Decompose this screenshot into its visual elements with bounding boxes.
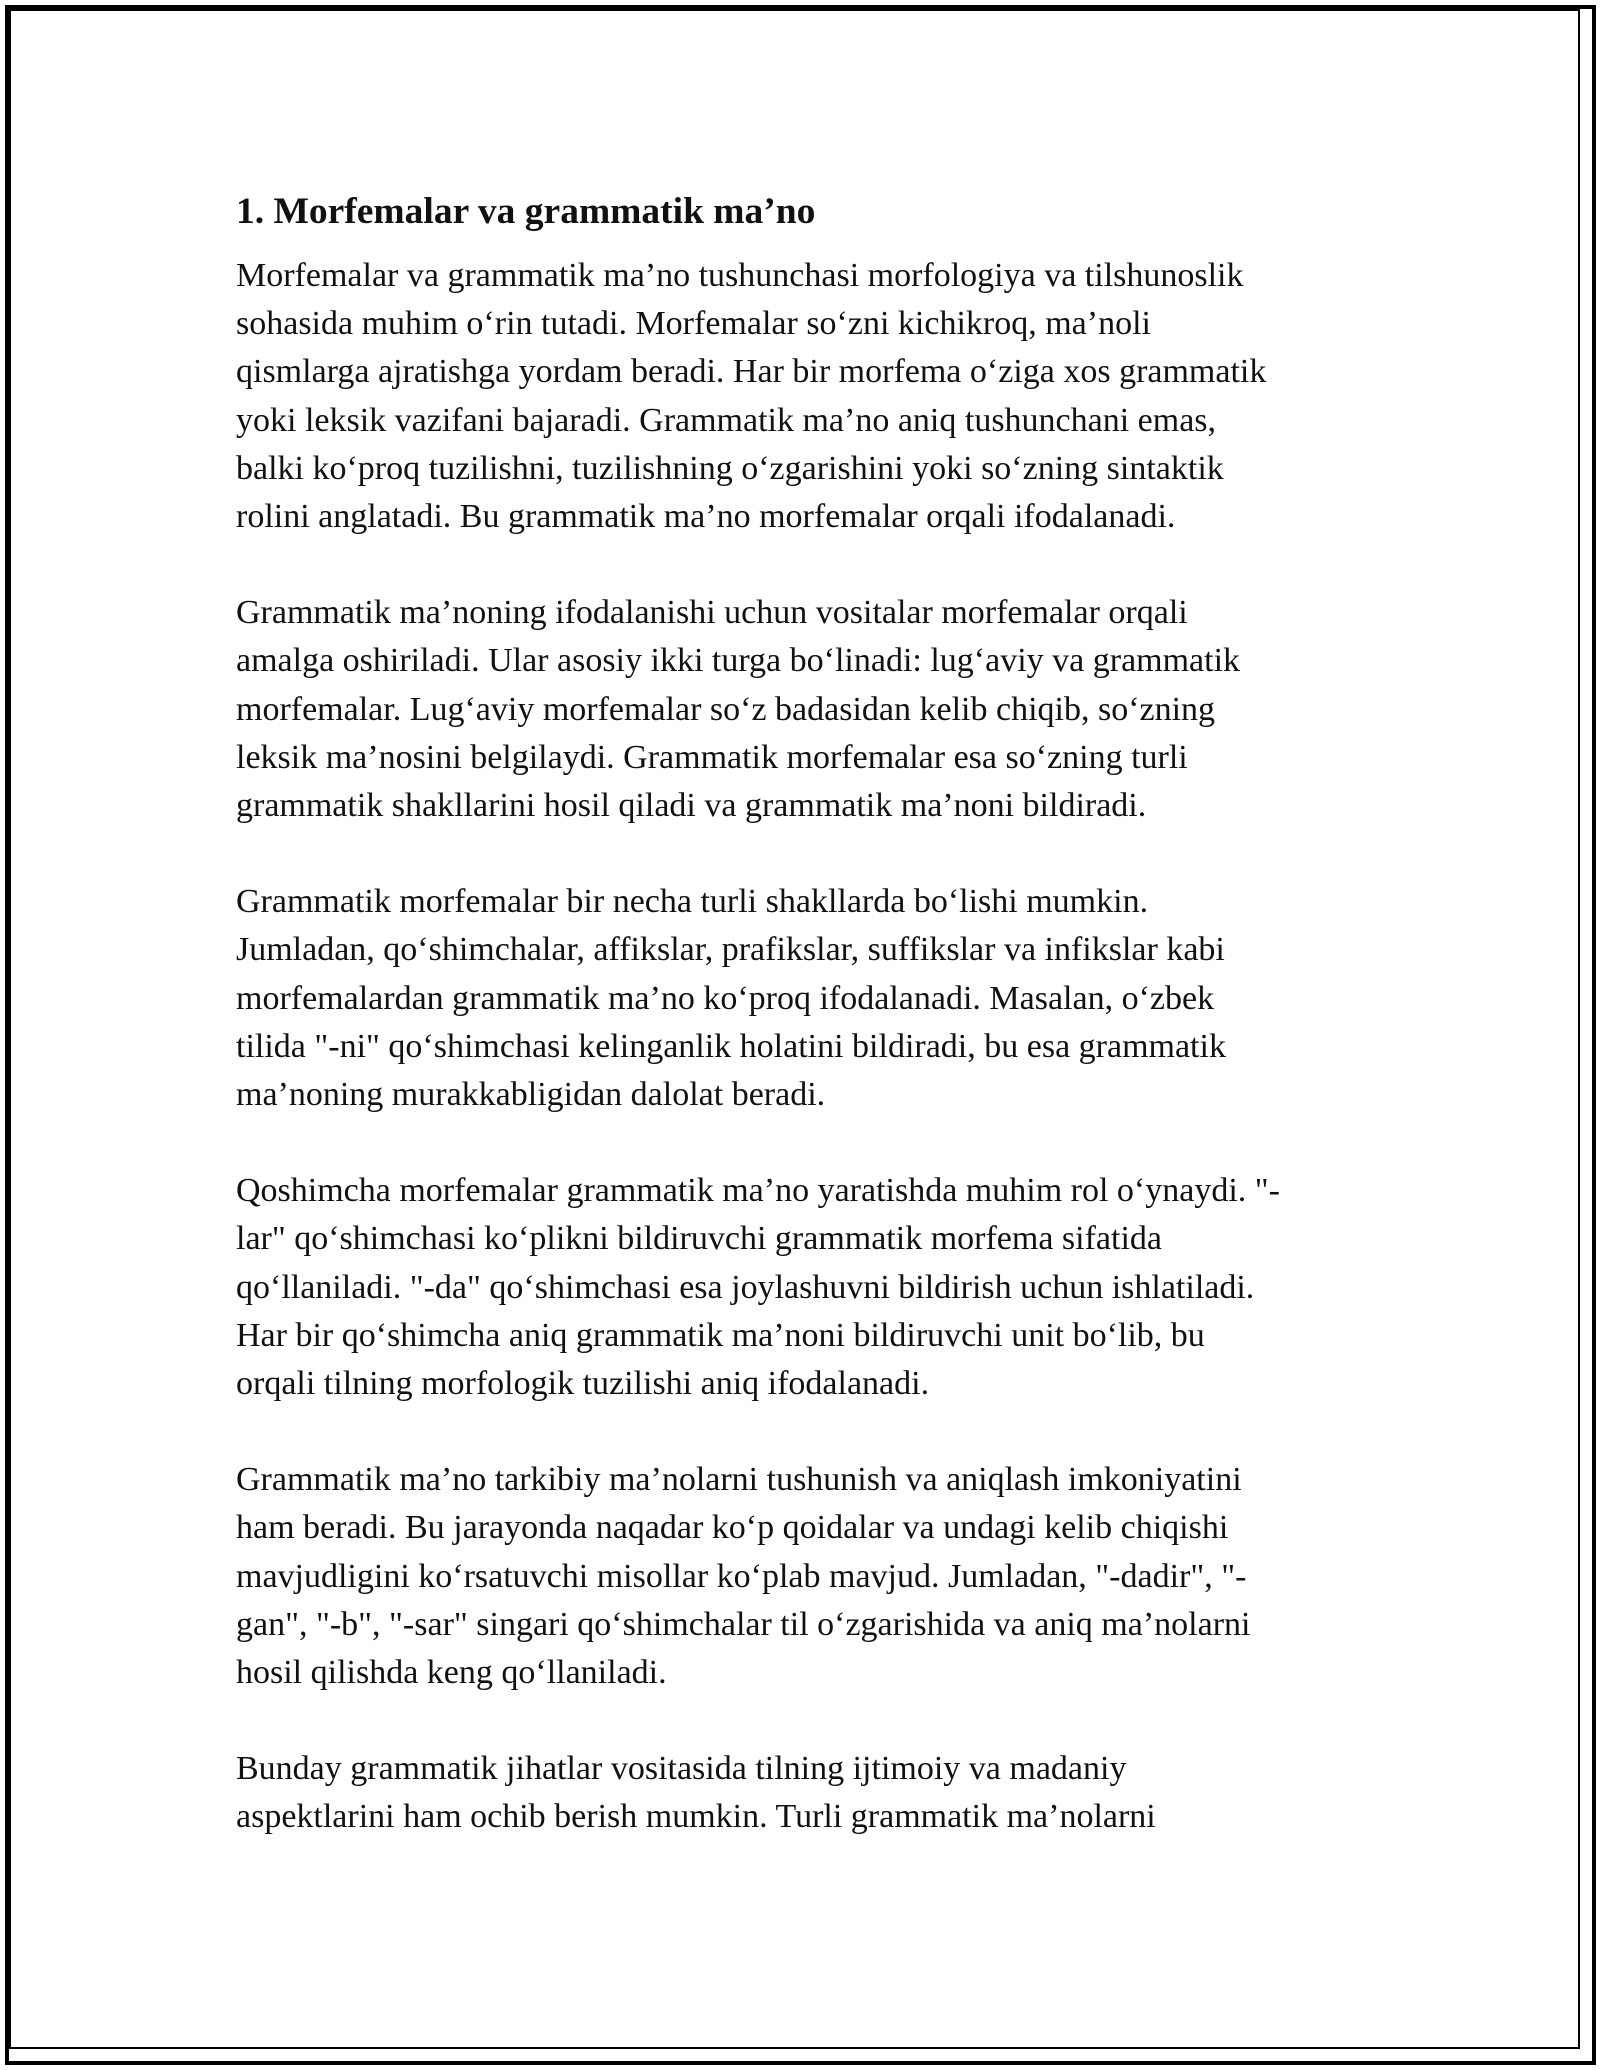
text-line: aspektlarini ham ochib berish mumkin. Turli grammatik ma’nolarni (236, 1798, 1156, 1836)
text-line: rolini anglatadi. Bu grammatik ma’no morfemalar orqali ifodalanadi. (236, 498, 1176, 536)
text-line: ham beradi. Bu jarayonda naqadar ko‘p qoidalar va undagi kelib chiqishi (236, 1509, 1229, 1547)
text-line: grammatik shakllarini hosil qiladi va grammatik ma’noni bildiradi. (236, 787, 1147, 825)
text-line: morfemalardan grammatik ma’no ko‘proq ifodalanadi. Masalan, o‘zbek (236, 979, 1215, 1017)
paragraph-6 (236, 1745, 1366, 1841)
text-line: amalga oshiriladi. Ular asosiy ikki turga bo‘linadi: lug‘aviy va grammatik (236, 642, 1241, 680)
paragraph-1 (236, 252, 1366, 541)
text-line: Bunday grammatik jihatlar vositasida tilning ijtimoiy va madaniy (236, 1750, 1127, 1788)
paragraph-3 (236, 878, 1366, 1119)
text-line: qo‘llaniladi. "-da" qo‘shimchasi esa joylashuvni bildirish uchun ishlatiladi. (236, 1268, 1255, 1306)
section-heading: 1. Morfemalar va grammatik ma’no (236, 191, 816, 232)
text-line: leksik ma’nosini belgilaydi. Grammatik morfemalar esa so‘zning turli (236, 738, 1188, 776)
text-line: Morfemalar va grammatik ma’no tushunchasi morfologiya va tilshunoslik (236, 257, 1244, 294)
text-line: mavjudligini ko‘rsatuvchi misollar ko‘plab mavjud. Jumladan, "-dadir", "- (236, 1557, 1247, 1595)
text-line: Qoshimcha morfemalar grammatik ma’no yaratishda muhim rol o‘ynaydi. "- (236, 1172, 1280, 1210)
text-line: hosil qilishda keng qo‘llaniladi. (236, 1654, 667, 1692)
text-line: Har bir qo‘shimcha aniq grammatik ma’noni bildiruvchi unit bo‘lib, bu (236, 1316, 1205, 1354)
paragraph-4 (236, 1167, 1366, 1408)
paragraph-2 (236, 589, 1366, 830)
text-line: orqali tilning morfologik tuzilishi aniq ifodalanadi. (236, 1365, 930, 1403)
text-line: balki ko‘proq tuzilishni, tuzilishning o‘zgarishini yoki so‘zning sintaktik (236, 449, 1224, 487)
document-body (236, 186, 1366, 1890)
text-line: lar" qo‘shimchasi ko‘plikni bildiruvchi grammatik morfema sifatida (236, 1220, 1162, 1258)
text-line: Grammatik morfemalar bir necha turli shakllarda bo‘lishi mumkin. (236, 883, 1149, 921)
text-line: ma’noning murakkabligidan dalolat beradi. (236, 1076, 826, 1114)
text-line: Jumladan, qo‘shimchalar, affikslar, prafikslar, suffikslar va infikslar kabi (236, 931, 1225, 969)
text-line: sohasida muhim o‘rin tutadi. Morfemalar so‘zni kichikroq, ma’noli (236, 305, 1151, 343)
text-line: gan", "-b", "-sar" singari qo‘shimchalar til o‘zgarishida va aniq ma’nolarni (236, 1605, 1251, 1643)
text-line: Grammatik ma’noning ifodalanishi uchun vositalar morfemalar orqali (236, 594, 1188, 632)
text-line: qismlarga ajratishga yordam beradi. Har bir morfema o‘ziga xos grammatik (236, 353, 1267, 391)
text-line: tilida "-ni" qo‘shimchasi kelinganlik holatini bildiradi, bu esa grammatik (236, 1027, 1226, 1065)
text-line: morfemalar. Lug‘aviy morfemalar so‘z badasidan kelib chiqib, so‘zning (236, 690, 1216, 728)
paragraph-5 (236, 1456, 1366, 1697)
text-line: yoki leksik vazifani bajaradi. Grammatik ma’no aniq tushunchani emas, (236, 401, 1217, 439)
text-line: Grammatik ma’no tarkibiy ma’nolarni tushunish va aniqlash imkoniyatini (236, 1461, 1242, 1499)
